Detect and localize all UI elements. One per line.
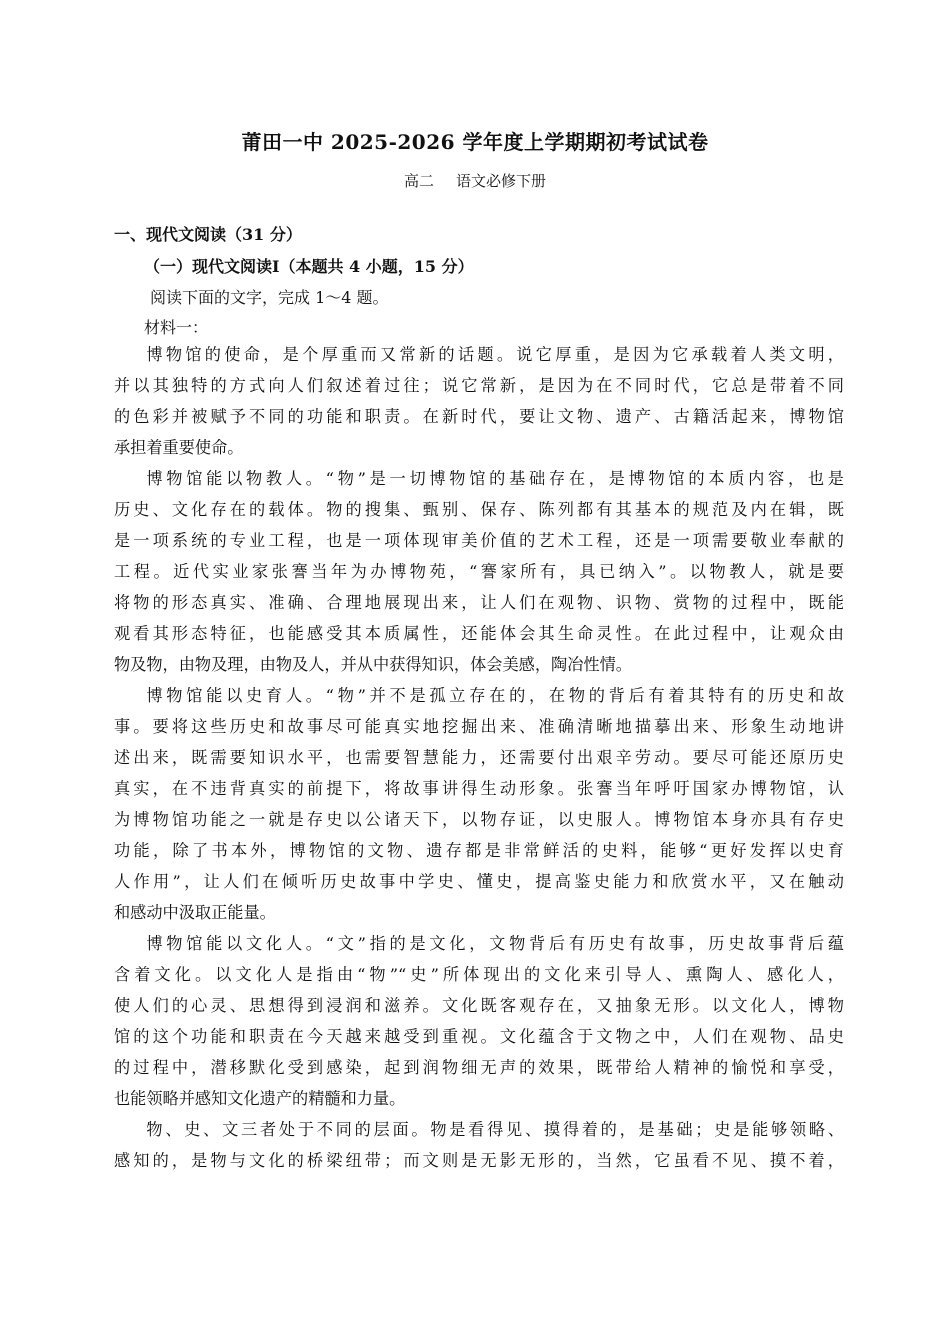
paragraph-line: 的色彩并被赋予不同的功能和职责。在新时代，要让文物、遗产、古籍活起来，博物馆 xyxy=(114,407,844,426)
paragraph-line: 博物馆能以物教人。“物”是一切博物馆的基础存在，是博物馆的本质内容，也是 xyxy=(146,469,844,488)
article-paragraph xyxy=(114,928,844,1114)
article-paragraph xyxy=(114,1114,844,1176)
paragraph-line: 和感动中汲取正能量。 xyxy=(114,903,276,922)
paragraph-line: 也能领略并感知文化遗产的精髓和力量。 xyxy=(114,1089,406,1108)
article-paragraph xyxy=(114,680,844,928)
subject-label: 语文必修下册 xyxy=(456,172,547,190)
paragraph-line: 感知的，是物与文化的桥梁纽带；而文则是无影无形的，当然，它虽看不见、摸不着， xyxy=(114,1151,844,1170)
paragraph-line: 人作用”，让人们在倾听历史故事中学史、懂史，提高鉴史能力和欣赏水平，又在触动 xyxy=(114,872,844,891)
paragraph-line: 历史、文化存在的载体。物的搜集、甄别、保存、陈列都有其基本的规范及内在辑，既 xyxy=(114,500,844,519)
paragraph-line: 述出来，既需要知识水平，也需要智慧能力，还需要付出艰辛劳动。要尽可能还原历史 xyxy=(114,748,844,767)
article-body xyxy=(114,339,844,1176)
paragraph-line: 真实，在不违背真实的前提下，将故事讲得生动形象。张謇当年呼吁国家办博物馆，认 xyxy=(114,779,844,798)
paragraph-line: 观看其形态特征，也能感受其本质属性，还能体会其生命灵性。在此过程中，让观众由 xyxy=(114,624,844,643)
exam-title: 莆田一中 2025-2026 学年度上学期期初考试试卷 xyxy=(241,130,709,154)
paragraph-line: 馆的这个功能和职责在今天越来越受到重视。文化蕴含于文物之中，人们在观物、品史 xyxy=(114,1027,844,1046)
paragraph-line: 并以其独特的方式向人们叙述着过往；说它常新，是因为在不同时代，它总是带着不同 xyxy=(114,376,844,395)
paragraph-line: 物及物，由物及理，由物及人，并从中获得知识，体会美感，陶冶性情。 xyxy=(114,655,632,674)
paragraph-line: 含着文化。以文化人是指由“物”“史”所体现出的文化来引导人、熏陶人、感化人， xyxy=(114,965,844,984)
exam-subtitle xyxy=(0,170,950,191)
paragraph-line: 是一项系统的专业工程，也是一项体现审美价值的艺术工程，还是一项需要敬业奉献的 xyxy=(114,531,844,550)
sub-heading: （一）现代文阅读Ⅰ（本题共 4 小题，15 分） xyxy=(144,257,474,276)
paragraph-line: 为博物馆功能之一就是存史以公诸天下，以物存证，以史服人。博物馆本身亦具有存史 xyxy=(114,810,844,829)
paragraph-line: 事。要将这些历史和故事尽可能真实地挖掘出来、准确清晰地描摹出来、形象生动地讲 xyxy=(114,717,844,736)
paragraph-line: 博物馆的使命，是个厚重而又常新的话题。说它厚重，是因为它承载着人类文明， xyxy=(146,345,844,364)
paragraph-line: 工程。近代实业家张謇当年为办博物苑，“謇家所有，具已纳入”。以物教人，就是要 xyxy=(114,562,844,581)
grade-label: 高二 xyxy=(403,172,434,190)
material-label: 材料一： xyxy=(144,318,209,337)
article-paragraph xyxy=(114,339,844,463)
section-heading: 一、现代文阅读（31 分） xyxy=(114,225,302,244)
reading-instruction: 阅读下面的文字，完成 1～4 题。 xyxy=(150,288,389,307)
paragraph-line: 博物馆能以文化人。“文”指的是文化，文物背后有历史有故事，历史故事背后蕴 xyxy=(146,934,844,953)
paragraph-line: 将物的形态真实、准确、合理地展现出来，让人们在观物、识物、赏物的过程中，既能 xyxy=(114,593,844,612)
paragraph-line: 的过程中，潜移默化受到感染，起到润物细无声的效果，既带给人精神的愉悦和享受， xyxy=(114,1058,844,1077)
article-paragraph xyxy=(114,463,844,680)
paragraph-line: 承担着重要使命。 xyxy=(114,438,244,457)
paragraph-line: 物、史、文三者处于不同的层面。物是看得见、摸得着的，是基础；史是能够领略、 xyxy=(146,1120,844,1139)
paragraph-line: 博物馆能以史育人。“物”并不是孤立存在的，在物的背后有着其特有的历史和故 xyxy=(146,686,844,705)
paragraph-line: 使人们的心灵、思想得到浸润和滋养。文化既客观存在，又抽象无形。以文化人，博物 xyxy=(114,996,844,1015)
paragraph-line: 功能，除了书本外，博物馆的文物、遗存都是非常鲜活的史料，能够“更好发挥以史育 xyxy=(114,841,844,860)
